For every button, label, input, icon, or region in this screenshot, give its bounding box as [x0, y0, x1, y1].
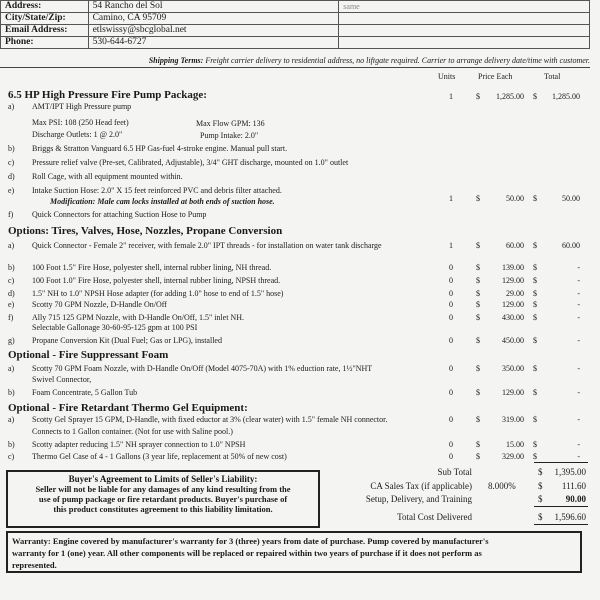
currency-sign: $	[533, 440, 537, 449]
currency-sign: $	[533, 364, 537, 373]
options-section-title: Options: Tires, Valves, Hose, Nozzles, Propane Conversion	[8, 225, 283, 237]
item-letter: d)	[8, 172, 15, 181]
setup-value: 90.00	[565, 494, 586, 504]
ship-address-value: same	[339, 1, 590, 13]
subtotal-rule	[534, 462, 588, 463]
item-qty: 0	[449, 440, 453, 449]
item-total: -	[577, 336, 580, 345]
item-description: Thermo Gel Case of 4 - 1 Gallons (3 year life, replacement at 50% of new cost)	[32, 452, 287, 461]
city-value: Camino, CA 95709	[88, 13, 339, 25]
item-letter: a)	[8, 415, 15, 424]
item-qty: 0	[449, 263, 453, 272]
gel-section-title: Optional - Fire Retardant Thermo Gel Equipment:	[8, 402, 248, 414]
phone-value: 530-644-6727	[88, 37, 339, 49]
item-price: 319.00	[502, 415, 524, 424]
currency-sign: $	[476, 452, 480, 461]
buyer-agreement-line: Seller will not be liable for any damages of any kind resulting from the	[35, 484, 291, 494]
currency-sign: $	[476, 313, 480, 322]
currency-sign: $	[533, 92, 537, 101]
currency-sign: $	[538, 494, 543, 504]
currency-sign: $	[476, 276, 480, 285]
item-price: 350.00	[502, 364, 524, 373]
item-qty: 0	[449, 276, 453, 285]
item-letter: a)	[8, 102, 15, 111]
item-description: Ally 715 125 GPM Nozzle, with D-Handle On/Off, 1.5" inlet NH.	[32, 313, 244, 322]
currency-sign: $	[476, 336, 480, 345]
pump-item-f	[0, 210, 590, 222]
item-qty: 0	[449, 289, 453, 298]
shipping-label: Shipping Terms:	[148, 56, 204, 65]
customer-info-table	[0, 0, 590, 49]
shipping-text: Freight carrier delivery to residential address, no liftgate required. Carrier to arrange delivery date/time with customer.	[205, 56, 590, 65]
currency-sign: $	[476, 300, 480, 309]
item-total: -	[577, 364, 580, 373]
spec-intake: Pump Intake: 2.0"	[200, 131, 259, 140]
currency-sign: $	[533, 300, 537, 309]
warranty-box	[6, 531, 582, 573]
currency-sign: $	[476, 241, 480, 250]
item-price: 450.00	[502, 336, 524, 345]
spec-discharge: Discharge Outlets: 1 @ 2.0"	[32, 130, 123, 139]
setup-label: Setup, Delivery, and Training	[365, 494, 472, 504]
currency-sign: $	[476, 194, 480, 203]
warranty-line: represented.	[12, 560, 57, 570]
line-item-row	[0, 415, 590, 427]
item-qty: 1	[449, 241, 453, 250]
pump-qty: 1	[449, 92, 453, 101]
item-qty: 0	[449, 364, 453, 373]
pump-item-b	[0, 144, 590, 156]
item-qty: 0	[449, 313, 453, 322]
line-item-row	[0, 336, 590, 348]
item-total: 60.00	[562, 241, 580, 250]
item-total: -	[577, 440, 580, 449]
line-item-row	[0, 263, 590, 275]
item-letter: c)	[8, 276, 15, 285]
item-description: 1.5" NH to 1.0" NPSH Hose adapter (for adding 1.0" hose to end of 1.5" hose)	[32, 289, 284, 298]
item-description: Scotty Gel Sprayer 15 GPM, D-Handle, with fixed eductor at 3% (clear water) with 1.5" female NH connector.	[32, 415, 388, 424]
spec-max-psi: Max PSI: 108 (250 Head feet)	[32, 118, 129, 127]
price-header: Price Each	[478, 72, 513, 81]
pump-item-a	[0, 102, 590, 114]
item-total: -	[577, 313, 580, 322]
total-rule	[534, 506, 588, 507]
item-letter: b)	[8, 388, 15, 397]
item-total: -	[577, 388, 580, 397]
item-total: -	[577, 289, 580, 298]
currency-sign: $	[476, 440, 480, 449]
currency-sign: $	[533, 452, 537, 461]
item-qty: 0	[449, 388, 453, 397]
item-total: -	[577, 276, 580, 285]
item-price: 15.00	[506, 440, 524, 449]
item-price: 60.00	[506, 241, 524, 250]
item-qty: 1	[449, 194, 453, 203]
item-price: 139.00	[502, 263, 524, 272]
item-description: Quick Connectors for attaching Suction Hose to Pump	[32, 210, 207, 219]
ship-city-value	[339, 13, 590, 25]
item-description: Intake Suction Hose: 2.0" X 15 feet reinforced PVC and debris filter attached.	[32, 186, 282, 195]
pump-price: 1,285.00	[496, 92, 524, 101]
item-letter: e)	[8, 300, 15, 309]
buyer-agreement-line: this product constitutes agreement to this liability limitation.	[53, 504, 273, 514]
item-description: 100 Foot 1.5" Fire Hose, polyester shell, internal rubber lining, NH thread.	[32, 263, 272, 272]
item-letter: c)	[8, 158, 15, 167]
item-description: Roll Cage, with all equipment mounted within.	[32, 172, 183, 181]
currency-sign: $	[533, 276, 537, 285]
tax-value: 111.60	[561, 481, 586, 491]
item-letter: b)	[8, 144, 15, 153]
currency-sign: $	[476, 92, 480, 101]
total-label: Total Cost Delivered	[397, 512, 472, 522]
units-header: Units	[438, 72, 456, 81]
options-gallonage-note: Selectable Gallonage 30-60-95-125 gpm at 100 PSI	[32, 323, 198, 332]
ship-phone-value	[339, 37, 590, 49]
line-item-row	[0, 300, 590, 312]
ship-email-value	[339, 25, 590, 37]
line-item-row	[0, 388, 590, 400]
currency-sign: $	[476, 415, 480, 424]
currency-sign: $	[533, 241, 537, 250]
item-price: 29.00	[506, 289, 524, 298]
foam-section-title: Optional - Fire Suppressant Foam	[8, 349, 169, 361]
item-description: Scotty 70 GPM Foam Nozzle, with D-Handle On/Off (Model 4075-70A) with 1% eduction rate, 1½"NHT	[32, 364, 373, 373]
currency-sign: $	[538, 467, 543, 477]
pump-section-title: 6.5 HP High Pressure Fire Pump Package:	[8, 89, 207, 101]
item-description: 100 Foot 1.0" Fire Hose, polyester shell, internal rubber lining, NPSH thread.	[32, 276, 281, 285]
item-letter: b)	[8, 440, 15, 449]
city-label: City/State/Zip:	[1, 13, 89, 25]
item-price: 129.00	[502, 388, 524, 397]
buyer-agreement-line: use of pump package or fire retardant products. Buyer's purchase of	[38, 494, 288, 504]
tax-rate: 8.000%	[488, 481, 516, 491]
item-description: Pressure relief valve (Pre-set, Calibrated, Adjustable), 3/4" GHT discharge, mounted on 1.0" outlet	[32, 158, 349, 167]
currency-sign: $	[533, 289, 537, 298]
item-letter: d)	[8, 289, 15, 298]
item-letter: f)	[8, 210, 14, 219]
foam-swivel-note: Swivel Connector,	[32, 375, 92, 384]
item-price: 430.00	[502, 313, 524, 322]
currency-sign: $	[476, 388, 480, 397]
item-total: -	[577, 415, 580, 424]
warranty-line: Warranty: Engine covered by manufacturer's warranty for 3 (three) years from date of purchase. Pump covered by manufacturer's	[12, 536, 489, 546]
total-value: 1,596.60	[554, 512, 586, 522]
item-total: 50.00	[562, 194, 580, 203]
item-description: Propane Conversion Kit (Dual Fuel; Gas or LPG), installed	[32, 336, 222, 345]
item-description: Foam Concentrate, 5 Gallon Tub	[32, 388, 138, 397]
item-total: -	[577, 300, 580, 309]
suction-hose-price-row	[0, 194, 590, 206]
subtotal-value: 1,395.00	[554, 467, 586, 477]
suction-hose-modification: Modification: Male cam locks installed at both ends of suction hose.	[50, 197, 275, 206]
total-double-rule	[534, 524, 588, 525]
currency-sign: $	[476, 263, 480, 272]
item-description: Scotty adapter reducing 1.5" NH sprayer connection to 1.0" NPSH	[32, 440, 246, 449]
item-price: 129.00	[502, 276, 524, 285]
address-value: 54 Rancho del Sol	[88, 1, 339, 13]
line-item-row	[0, 241, 590, 253]
address-label: Address:	[1, 1, 89, 13]
pump-total: 1,285.00	[552, 92, 580, 101]
spec-max-flow: Max Flow GPM: 136	[196, 119, 265, 128]
item-price: 50.00	[506, 194, 524, 203]
total-header: Total	[544, 72, 561, 81]
item-price: 329.00	[502, 452, 524, 461]
item-total: -	[577, 452, 580, 461]
item-qty: 0	[449, 452, 453, 461]
header-divider	[0, 67, 590, 68]
line-item-row	[0, 276, 590, 288]
currency-sign: $	[476, 364, 480, 373]
item-letter: a)	[8, 364, 15, 373]
gel-container-note: Connects to 1 Gallon container. (Not for use with Saline pool.)	[32, 427, 233, 436]
item-letter: g)	[8, 336, 15, 345]
line-item-row	[0, 452, 590, 464]
item-letter: f)	[8, 313, 14, 322]
item-qty: 0	[449, 300, 453, 309]
line-item-row	[0, 440, 590, 452]
item-description: AMT/IPT High Pressure pump	[32, 102, 132, 111]
currency-sign: $	[533, 313, 537, 322]
item-description: Quick Connector - Female 2" receiver, with female 2.0" IPT threads - for installation on water tank discharge	[32, 241, 382, 250]
item-letter: a)	[8, 241, 15, 250]
phone-label: Phone:	[1, 37, 89, 49]
warranty-line: warranty for 1 (one) year. All other components will be replaced or repaired within two years of purchase if it does not perform as	[12, 548, 482, 558]
item-qty: 0	[449, 415, 453, 424]
pump-item-c	[0, 158, 590, 170]
item-qty: 0	[449, 336, 453, 345]
subtotal-label: Sub Total	[437, 467, 472, 477]
shipping-terms	[0, 56, 590, 65]
currency-sign: $	[533, 415, 537, 424]
tax-label: CA Sales Tax (if applicable)	[370, 481, 472, 491]
item-letter: e)	[8, 186, 15, 195]
currency-sign: $	[533, 336, 537, 345]
item-letter: b)	[8, 263, 15, 272]
email-label: Email Address:	[1, 25, 89, 37]
currency-sign: $	[476, 289, 480, 298]
email-value: etlswissy@sbcglobal.net	[88, 25, 339, 37]
currency-sign: $	[538, 512, 543, 522]
currency-sign: $	[533, 194, 537, 203]
pump-item-d	[0, 172, 590, 184]
item-description: Briggs & Stratton Vanguard 6.5 HP Gas-fuel 4-stroke engine. Manual pull start.	[32, 144, 288, 153]
currency-sign: $	[533, 263, 537, 272]
item-price: 129.00	[502, 300, 524, 309]
currency-sign: $	[533, 388, 537, 397]
currency-sign: $	[538, 481, 543, 491]
item-letter: c)	[8, 452, 15, 461]
item-total: -	[577, 263, 580, 272]
item-description: Scotty 70 GPM Nozzle, D-Handle On/Off	[32, 300, 167, 309]
buyer-agreement-box	[6, 470, 320, 528]
buyer-agreement-title: Buyer's Agreement to Limits of Seller's Liability:	[68, 474, 258, 484]
